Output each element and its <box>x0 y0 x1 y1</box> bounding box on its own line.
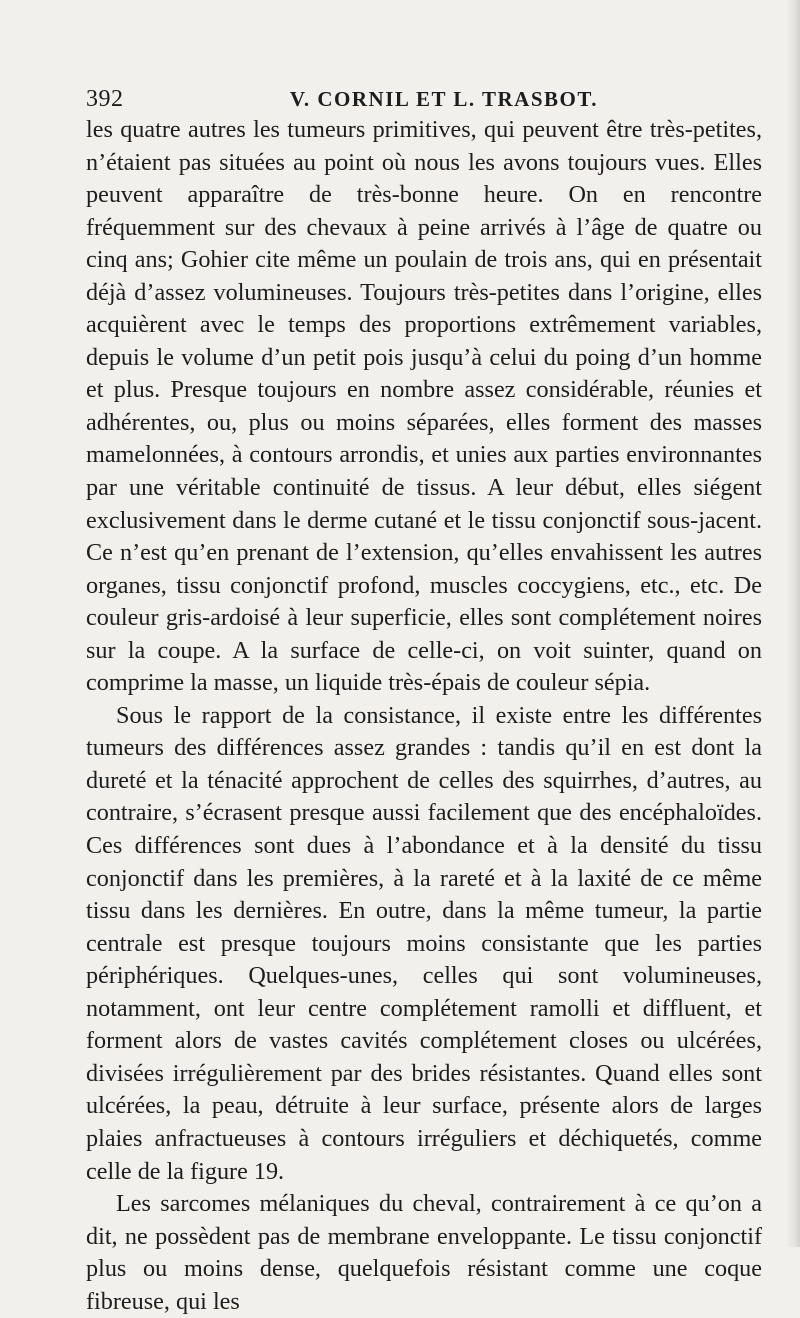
body-text <box>86 114 762 1318</box>
page-edge-shadow <box>786 0 800 1247</box>
paragraph-3: Les sarcomes mélaniques du cheval, contrairement à ce qu’on a dit, ne possèdent pas de membrane enveloppante. Le tissu conjonctif plus ou moins dense, quelquefois résistant comme une coque fibreuse, qui les <box>86 1190 762 1315</box>
paragraph-2: Sous le rapport de la consistance, il existe entre les différentes tumeurs des différences assez grandes : tandis qu’il en est dont la dureté et la ténacité approchent de celles des squirrhes, d’autres, au contraire, s’écrasent presque aussi facilement que des encéphaloïdes. Ces différences sont dues à l’abondance et à la densité du tissu conjonctif dans les premières, à la rareté et à la laxité de ce même tissu dans les dernières. En outre, dans la même tumeur, la partie centrale est presque toujours moins consistante que les parties périphériques. Quelques-unes, celles qui sont volumineuses, notamment, ont leur centre complétement ramolli et diffluent, et forment alors de vastes cavités complétement closes ou ulcérées, divisées irrégulièrement par des brides résistantes. Quand elles sont ulcérées, la peau, détruite à leur surface, présente alors de larges plaies anfractueuses à contours irréguliers et déchiquetés, comme celle de la figure 19. <box>86 701 762 1185</box>
running-head: V. CORNIL ET L. TRASBOT. <box>289 87 599 111</box>
paragraph-1: les quatre autres les tumeurs primitives, qui peuvent être très-petites, n’étaient pas situées au point où nous les avons toujours vues. Elles peuvent apparaître de très-bonne heure. On en rencontre fréquemment sur des chevaux à peine arrivés à l’âge de quatre ou cinq ans; Gohier cite même un poulain de trois ans, qui en présentait déjà d’assez volumineuses. Toujours très-petites dans l’origine, elles acquièrent avec le temps des proportions extrêmement variables, depuis le volume d’un petit pois jusqu’à celui du poing d’un homme et plus. Presque toujours en nombre assez considérable, réunies et adhérentes, ou, plus ou moins séparées, elles forment des masses mamelonnées, à contours arrondis, et unies aux parties environnantes par une véritable continuité de tissus. A leur début, elles siégent exclusivement dans le derme cutané et le tissu conjonctif sous-jacent. Ce n’est qu’en prenant de l’extension, qu’elles envahissent les autres organes, tissu conjonctif profond, muscles coccygiens, etc., etc. De couleur gris-ardoisé à leur superficie, elles sont complétement noires sur la coupe. A la surface de celle-ci, on voit suinter, quand on comprime la masse, un liquide très-épais de couleur sépia. <box>86 116 762 697</box>
page-number: 392 <box>86 86 124 112</box>
